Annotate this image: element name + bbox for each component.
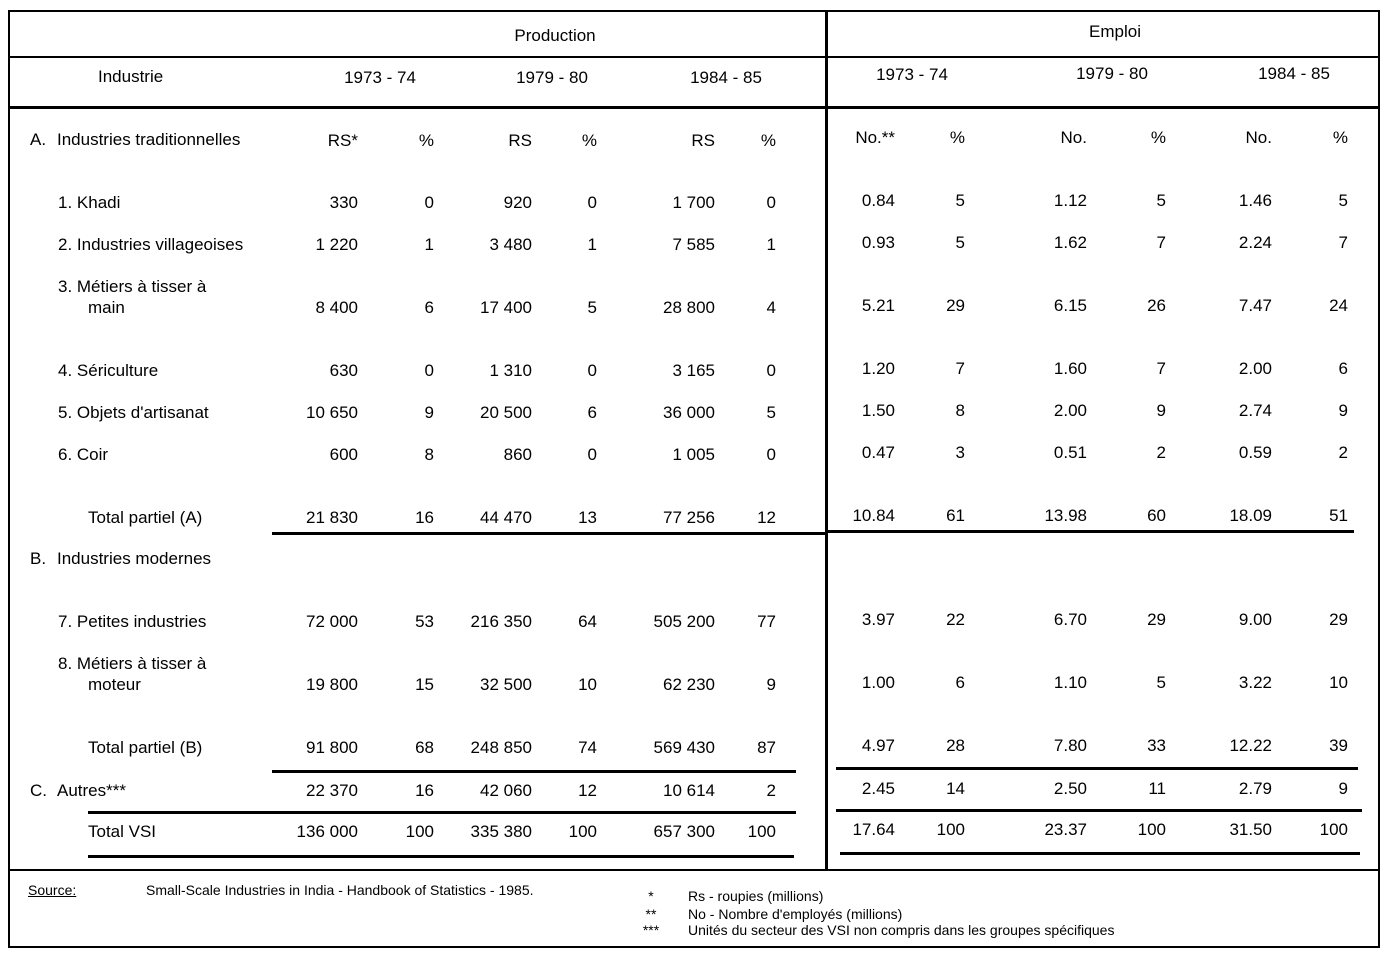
prod-cell: 74 xyxy=(578,738,597,757)
emp-cell: 7 xyxy=(1156,233,1166,252)
prod-cell: 12 xyxy=(578,781,597,800)
prod-cell: 9 xyxy=(766,675,776,694)
emp-cell: 12.22 xyxy=(1229,736,1272,755)
prod-cell: 1 700 xyxy=(672,193,715,212)
header-divider xyxy=(8,56,1380,58)
emp-cell: 7.80 xyxy=(1053,736,1087,755)
emp-cell: 5 xyxy=(1338,191,1348,210)
row-label: 2. Industries villageoises xyxy=(58,235,244,254)
prod-cell: 16 xyxy=(415,508,434,527)
prod-cell: 64 xyxy=(578,612,597,631)
prod-cell: 32 500 xyxy=(480,675,532,694)
emp-cell: 1.62 xyxy=(1053,233,1087,252)
prod-cell: 22 370 xyxy=(306,781,358,800)
emp-cell: 1.46 xyxy=(1238,191,1272,210)
prod-unit-label: RS xyxy=(691,131,715,150)
emp-cell: 0.93 xyxy=(861,233,895,252)
note-mark-3: *** xyxy=(642,922,660,938)
prod-cell: 0 xyxy=(587,445,597,464)
emp-cell: 14 xyxy=(946,779,965,798)
prod-cell: 2 xyxy=(766,781,776,800)
emp-cell: 29 xyxy=(1147,610,1166,629)
prod-cell: 44 470 xyxy=(480,508,532,527)
emp-cell: 13.98 xyxy=(1044,506,1087,525)
row-label: Total partiel (B) xyxy=(88,738,203,757)
emp-cell: 11 xyxy=(1148,779,1166,798)
emp-cell: 1.20 xyxy=(861,359,895,378)
note-text-2: No - Nombre d'employés (millions) xyxy=(688,906,903,922)
rule-autres-prod xyxy=(88,811,796,814)
prod-unit-label: % xyxy=(760,131,776,150)
prod-cell: 53 xyxy=(415,612,434,631)
source-text: Small-Scale Industries in India - Handbook of Statistics - 1985. xyxy=(146,882,534,898)
prod-cell: 8 400 xyxy=(315,298,358,317)
row-label: 8. Métiers à tisser à xyxy=(58,654,207,673)
section-b-letter: B. xyxy=(30,549,47,568)
emp-cell: 6.15 xyxy=(1053,296,1087,315)
emp-cell: 10 xyxy=(1329,673,1348,692)
prod-unit-label: RS* xyxy=(327,131,358,150)
prod-cell: 77 xyxy=(757,612,776,631)
prod-cell: 0 xyxy=(766,361,776,380)
emp-unit-label: No. xyxy=(1245,128,1272,147)
prod-cell: 600 xyxy=(329,445,358,464)
prod-cell: 0 xyxy=(587,361,597,380)
prod-cell: 1 005 xyxy=(672,445,715,464)
emp-cell: 26 xyxy=(1147,296,1166,315)
prod-cell: 62 230 xyxy=(663,675,715,694)
emp-cell: 8 xyxy=(955,401,965,420)
prod-cell: 100 xyxy=(405,822,434,841)
rule-total-a-prod xyxy=(272,532,825,535)
prod-cell: 136 000 xyxy=(296,822,358,841)
prod-cell: 36 000 xyxy=(663,403,715,422)
emp-unit-label: % xyxy=(1150,128,1166,147)
emp-cell: 2.74 xyxy=(1238,401,1272,420)
emp-year-1: 1973 - 74 xyxy=(876,65,948,84)
emp-cell: 9 xyxy=(1338,401,1348,420)
emp-unit-label: % xyxy=(949,128,965,147)
note-text-3: Unités du secteur des VSI non compris dans les groupes spécifiques xyxy=(688,922,1115,938)
prod-cell: 20 500 xyxy=(480,403,532,422)
emp-cell: 100 xyxy=(936,820,965,839)
header-bottom-rule xyxy=(8,106,1380,109)
emp-cell: 1.50 xyxy=(861,401,895,420)
rule-total-b-prod xyxy=(272,770,796,773)
prod-cell: 1 310 xyxy=(489,361,532,380)
row-letter: C. xyxy=(30,781,47,800)
source-label: Source: xyxy=(28,882,77,898)
prod-cell: 5 xyxy=(587,298,597,317)
emp-cell: 9.00 xyxy=(1238,610,1272,629)
prod-cell: 4 xyxy=(766,298,776,317)
prod-year-2: 1979 - 80 xyxy=(516,68,588,87)
emp-cell: 51 xyxy=(1329,506,1348,525)
prod-cell: 216 350 xyxy=(470,612,532,631)
emp-cell: 7 xyxy=(1156,359,1166,378)
prod-cell: 1 220 xyxy=(315,235,358,254)
emp-cell: 100 xyxy=(1319,820,1348,839)
emp-cell: 4.97 xyxy=(861,736,895,755)
emp-cell: 2.79 xyxy=(1238,779,1272,798)
emp-cell: 6.70 xyxy=(1053,610,1087,629)
emp-cell: 2.00 xyxy=(1238,359,1272,378)
prod-cell: 15 xyxy=(415,675,434,694)
prod-cell: 0 xyxy=(424,193,434,212)
prod-cell: 7 585 xyxy=(672,235,715,254)
prod-cell: 657 300 xyxy=(653,822,715,841)
rule-total-vsi-emp xyxy=(840,852,1360,855)
emp-cell: 10.84 xyxy=(852,506,895,525)
emp-cell: 31.50 xyxy=(1229,820,1272,839)
emp-cell: 7 xyxy=(955,359,965,378)
prod-cell: 21 830 xyxy=(306,508,358,527)
prod-cell: 10 xyxy=(578,675,597,694)
prod-cell: 0 xyxy=(587,193,597,212)
row-label: Total partiel (A) xyxy=(88,508,203,527)
rule-total-b-emp xyxy=(836,767,1358,770)
prod-cell: 0 xyxy=(424,361,434,380)
prod-cell: 72 000 xyxy=(306,612,358,631)
emp-cell: 17.64 xyxy=(852,820,895,839)
prod-cell: 91 800 xyxy=(306,738,358,757)
emp-cell: 2.24 xyxy=(1238,233,1272,252)
emp-cell: 2.45 xyxy=(861,779,895,798)
emploi-header: Emploi xyxy=(1089,22,1141,41)
emp-cell: 0.84 xyxy=(861,191,895,210)
emp-cell: 0.59 xyxy=(1238,443,1272,462)
prod-cell: 330 xyxy=(329,193,358,212)
emp-year-3: 1984 - 85 xyxy=(1258,64,1330,83)
emp-cell: 2 xyxy=(1156,443,1166,462)
emp-cell: 3.97 xyxy=(861,610,895,629)
prod-cell: 42 060 xyxy=(480,781,532,800)
prod-cell: 5 xyxy=(766,403,776,422)
prod-unit-label: % xyxy=(581,131,597,150)
emp-year-2: 1979 - 80 xyxy=(1076,64,1148,83)
production-header: Production xyxy=(514,26,596,45)
emp-cell: 2.00 xyxy=(1053,401,1087,420)
emp-cell: 1.10 xyxy=(1053,673,1087,692)
emp-cell: 1.60 xyxy=(1053,359,1087,378)
emp-cell: 7 xyxy=(1338,233,1348,252)
prod-cell: 1 xyxy=(424,235,434,254)
emp-cell: 6 xyxy=(1338,359,1348,378)
emp-cell: 29 xyxy=(946,296,965,315)
row-label: 4. Sériculture xyxy=(58,361,159,380)
prod-cell: 77 256 xyxy=(663,508,715,527)
footer-top-rule xyxy=(8,869,1380,871)
emp-cell: 23.37 xyxy=(1044,820,1087,839)
emp-cell: 61 xyxy=(946,506,965,525)
row-label: 1. Khadi xyxy=(58,193,121,212)
row-label-continued: main xyxy=(88,298,125,317)
emp-cell: 0.51 xyxy=(1053,443,1087,462)
rule-total-a-emp xyxy=(828,530,1354,533)
emp-cell: 5 xyxy=(955,233,965,252)
emp-cell: 5 xyxy=(1156,673,1166,692)
prod-cell: 16 xyxy=(415,781,434,800)
emp-cell: 22 xyxy=(946,610,965,629)
note-mark-1: * xyxy=(648,888,654,904)
emp-cell: 1.12 xyxy=(1053,191,1087,210)
row-label: 6. Coir xyxy=(58,445,109,464)
emp-cell: 18.09 xyxy=(1229,506,1272,525)
prod-cell: 17 400 xyxy=(480,298,532,317)
prod-cell: 10 650 xyxy=(306,403,358,422)
prod-cell: 6 xyxy=(424,298,434,317)
industrie-header: Industrie xyxy=(98,67,164,86)
prod-cell: 6 xyxy=(587,403,597,422)
prod-cell: 505 200 xyxy=(653,612,715,631)
prod-cell: 1 xyxy=(766,235,776,254)
emp-cell: 100 xyxy=(1137,820,1166,839)
prod-cell: 28 800 xyxy=(663,298,715,317)
prod-unit-label: RS xyxy=(508,131,532,150)
prod-cell: 10 614 xyxy=(663,781,715,800)
emp-cell: 6 xyxy=(955,673,965,692)
prod-cell: 0 xyxy=(766,193,776,212)
emp-unit-label: No. xyxy=(1060,128,1087,147)
prod-cell: 8 xyxy=(424,445,434,464)
emp-cell: 2.50 xyxy=(1053,779,1087,798)
emp-cell: 5 xyxy=(1156,191,1166,210)
prod-cell: 12 xyxy=(757,508,776,527)
row-label: 7. Petites industries xyxy=(58,612,207,631)
prod-year-1: 1973 - 74 xyxy=(344,68,416,87)
prod-cell: 87 xyxy=(757,738,776,757)
rule-total-vsi-prod xyxy=(88,855,794,858)
prod-cell: 630 xyxy=(329,361,358,380)
prod-cell: 3 480 xyxy=(489,235,532,254)
emp-unit-label: % xyxy=(1332,128,1348,147)
emp-cell: 5 xyxy=(955,191,965,210)
note-mark-2: ** xyxy=(645,906,657,922)
prod-cell: 920 xyxy=(503,193,532,212)
emp-cell: 1.00 xyxy=(861,673,895,692)
prod-cell: 9 xyxy=(424,403,434,422)
emp-cell: 3 xyxy=(955,443,965,462)
prod-cell: 569 430 xyxy=(653,738,715,757)
emp-cell: 2 xyxy=(1338,443,1348,462)
section-b-title: Industries modernes xyxy=(57,549,212,568)
prod-cell: 335 380 xyxy=(470,822,532,841)
prod-cell: 1 xyxy=(587,235,597,254)
row-label-continued: moteur xyxy=(88,675,141,694)
row-label: 3. Métiers à tisser à xyxy=(58,277,207,296)
emp-unit-label: No.** xyxy=(855,128,895,147)
section-a-title: Industries traditionnelles xyxy=(57,130,241,149)
emp-cell: 39 xyxy=(1329,736,1348,755)
prod-unit-label: % xyxy=(418,131,434,150)
emp-cell: 29 xyxy=(1329,610,1348,629)
emp-cell: 5.21 xyxy=(861,296,895,315)
emp-cell: 28 xyxy=(946,736,965,755)
emp-cell: 60 xyxy=(1147,506,1166,525)
row-label: 5. Objets d'artisanat xyxy=(58,403,209,422)
prod-cell: 860 xyxy=(503,445,532,464)
rule-autres-emp xyxy=(836,809,1362,812)
prod-cell: 100 xyxy=(568,822,597,841)
prod-cell: 3 165 xyxy=(672,361,715,380)
row-label: Autres*** xyxy=(57,781,126,800)
prod-cell: 68 xyxy=(415,738,434,757)
prod-cell: 248 850 xyxy=(470,738,532,757)
row-label: Total VSI xyxy=(88,822,157,841)
prod-year-3: 1984 - 85 xyxy=(690,68,762,87)
section-a-letter: A. xyxy=(30,130,47,149)
emp-cell: 0.47 xyxy=(861,443,895,462)
prod-cell: 100 xyxy=(747,822,776,841)
prod-cell: 0 xyxy=(766,445,776,464)
emp-cell: 33 xyxy=(1147,736,1166,755)
emp-cell: 3.22 xyxy=(1238,673,1272,692)
prod-cell: 19 800 xyxy=(306,675,358,694)
emp-cell: 24 xyxy=(1329,296,1348,315)
emp-cell: 9 xyxy=(1338,779,1348,798)
note-text-1: Rs - roupies (millions) xyxy=(688,888,824,904)
emp-cell: 9 xyxy=(1156,401,1166,420)
prod-cell: 13 xyxy=(578,508,597,527)
emp-cell: 7.47 xyxy=(1238,296,1272,315)
